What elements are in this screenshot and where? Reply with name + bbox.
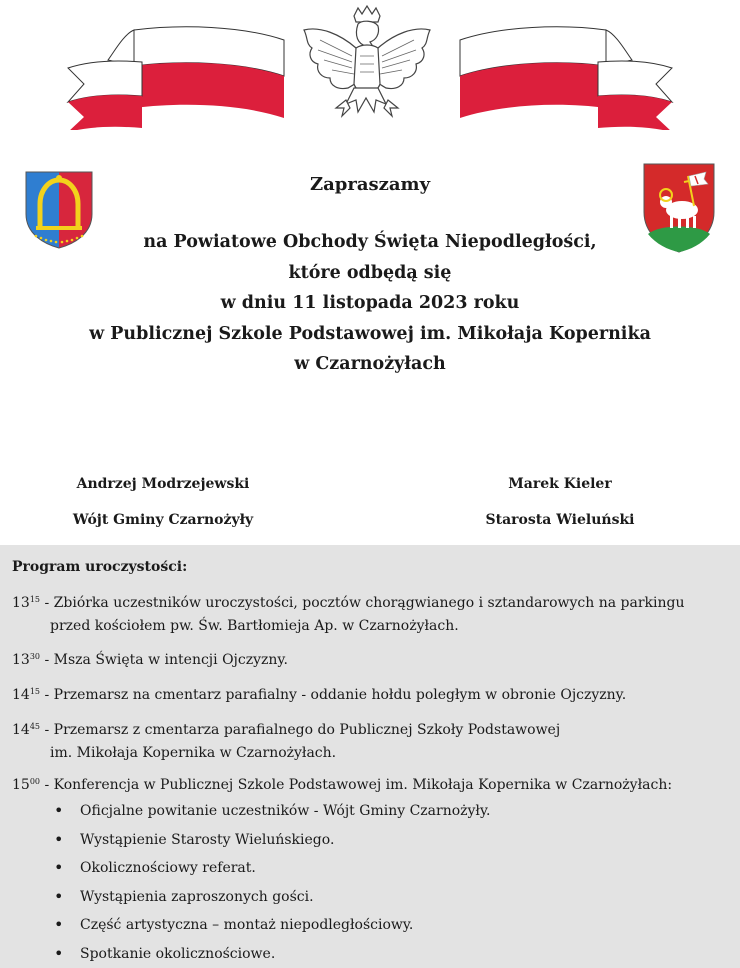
left-flag-ribbon: [62, 22, 294, 130]
invitation-line: które odbędą się: [288, 262, 452, 283]
invitation-line: w Czarnożyłach: [294, 354, 446, 374]
conference-agenda-list: [52, 797, 490, 968]
signer-name-left: Andrzej Modrzejewski: [76, 476, 250, 492]
item-text: - Przemarsz na cmentarz parafialny - oddanie hołdu poległym w obronie Ojczyzny.: [40, 687, 627, 703]
list-item: • Wystąpienie Starosty Wieluńskiego.: [52, 826, 490, 855]
item-minutes: 30: [29, 652, 41, 661]
item-text-continued: przed kościołem pw. Św. Bartłomieja Ap. w Czarnożyłach.: [50, 618, 459, 634]
item-hour: 15: [12, 777, 30, 793]
program-item: [12, 684, 626, 707]
item-text: - Konferencja w Publicznej Szkole Podstawowej im. Mikołaja Kopernika w Czarnożyłach:: [40, 777, 673, 793]
list-item: • Wystąpienia zaproszonych gości.: [52, 883, 490, 912]
item-minutes: 45: [29, 722, 41, 731]
signer-role-left: Wójt Gminy Czarnożyły: [72, 512, 254, 528]
invitation-line: w dniu 11 listopada 2023 roku: [220, 293, 520, 313]
list-item: • Część artystyczna – montaż niepodległościowy.: [52, 911, 490, 940]
list-item: • Okolicznościowy referat.: [52, 854, 490, 883]
item-hour: 13: [12, 652, 30, 668]
item-minutes: 15: [29, 687, 41, 696]
program-item: [12, 719, 560, 765]
invitation-text: [0, 227, 740, 380]
item-text: - Zbiórka uczestników uroczystości, pocztów chorągwianego i sztandarowych na parkingu: [40, 595, 685, 611]
item-hour: 14: [12, 722, 30, 738]
item-text: - Przemarsz z cmentarza parafialnego do Publicznej Szkoły Podstawowej: [40, 722, 561, 738]
item-hour: 14: [12, 687, 30, 703]
item-hour: 13: [12, 595, 30, 611]
program-item: [12, 592, 685, 638]
item-minutes: 15: [29, 595, 41, 604]
list-item: • Spotkanie okolicznościowe.: [52, 940, 490, 968]
list-item: • Oficjalne powitanie uczestników - Wójt Gminy Czarnożyły.: [52, 797, 490, 826]
page-title: Zapraszamy: [309, 174, 431, 195]
program-section: [0, 545, 740, 968]
item-text: - Msza Święta w intencji Ojczyzny.: [40, 652, 288, 668]
item-minutes: 00: [29, 777, 41, 786]
program-item: [12, 774, 672, 797]
right-flag-ribbon: [456, 22, 680, 130]
white-eagle-emblem: [296, 4, 438, 132]
invitation-line: w Publicznej Szkole Podstawowej im. Mikołaja Kopernika: [89, 323, 651, 344]
invitation-line: na Powiatowe Obchody Święta Niepodległości,: [143, 232, 597, 252]
item-text-continued: im. Mikołaja Kopernika w Czarnożyłach.: [50, 745, 337, 761]
signer-name-right: Marek Kieler: [508, 476, 612, 492]
signer-role-right: Starosta Wieluński: [485, 512, 635, 528]
program-title: Program uroczystości:: [12, 559, 188, 575]
program-item: [12, 649, 288, 672]
